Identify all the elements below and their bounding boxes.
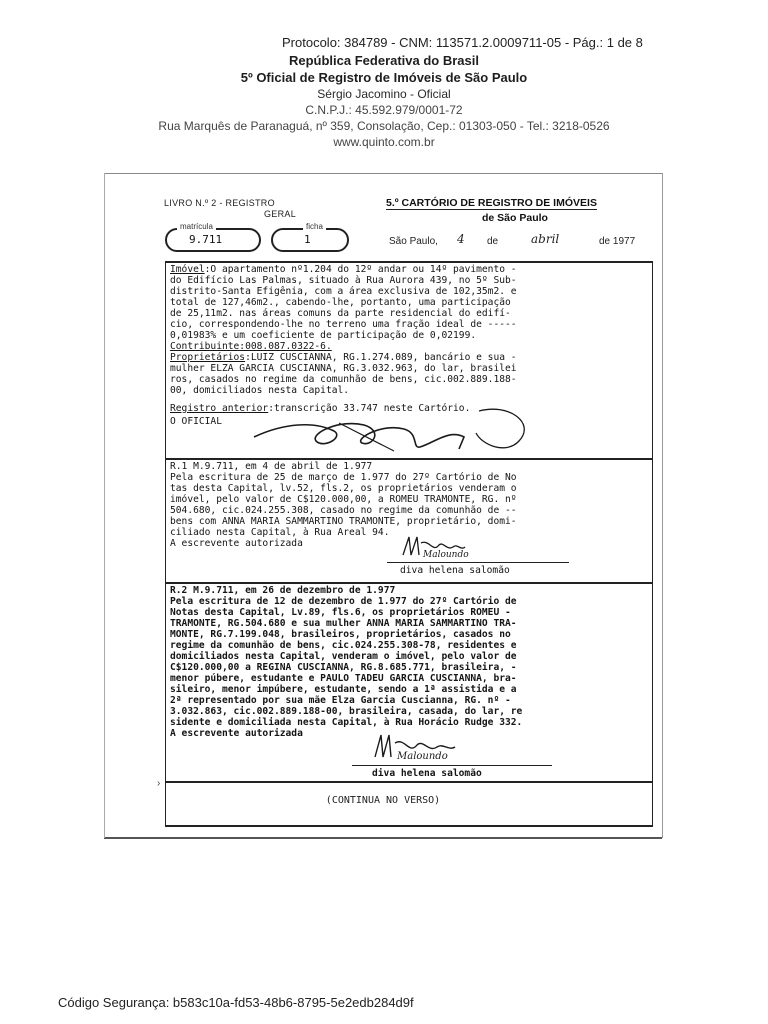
security-code: Código Segurança: b583c10a-fd53-48b6-8795-5e2edb284d9f <box>58 995 414 1010</box>
imovel-text-2: distrito-Santa Efigênia, com a área exclusiva de 102,35m2. e <box>170 286 517 297</box>
imovel-text-1: do Edifício Las Palmas, situado à Rua Aurora 439, no 5º Sub- <box>170 275 517 286</box>
r2-text-9: 2ª representado por sua mãe Elza Garcia Cuscianna, RG. nº - <box>170 695 511 706</box>
r2-text-0: Pela escritura de 12 de dezembro de 1.977 do 27º Cartório de <box>170 596 517 607</box>
matricula-box <box>165 222 261 252</box>
r1-text-4: bens com ANNA MARIA SAMMARTINO TRAMONTE, proprietário, domi- <box>170 516 517 527</box>
r2-text-2: TRAMONTE, RG.504.680 e sua mulher ANNA MARIA SAMMARTINO TRA- <box>170 618 517 629</box>
imovel-text-6: 0,01983% e um coeficiente de participação de 0,02199. <box>170 330 477 341</box>
rule-after-imovel <box>165 458 653 460</box>
oficial-label: O OFICIAL <box>170 416 222 427</box>
book-label: LIVRO N.º 2 - REGISTRO <box>164 198 275 208</box>
r2-text-10: 3.032.863, cic.002.889.188-00, brasileira, casada, do lar, re <box>170 706 523 717</box>
date-city: São Paulo, <box>389 236 438 247</box>
continua-no-verso: (CONTINUA NO VERSO) <box>325 795 441 806</box>
date-de: de <box>487 236 499 247</box>
proprietarios-text-0: :LUIZ CUSCIANNA, RG.1.274.089, bancário e sua - <box>245 352 517 363</box>
r1-text-1: tas desta Capital, lv.52, fls.2, os proprietários venderam o <box>170 483 517 494</box>
address-line: Rua Marquês de Paranaguá, nº 359, Consolação, Cep.: 01303-050 - Tel.: 3218-0526 <box>158 119 610 133</box>
cnpj-line: C.N.P.J.: 45.592.979/0001-72 <box>305 103 463 117</box>
matricula-label: matrícula <box>177 222 216 231</box>
r1-heading: R.1 M.9.711, em 4 de abril de 1.977 <box>170 461 373 472</box>
registry-sheet <box>104 173 662 838</box>
r2-signature-line <box>352 765 552 766</box>
sheet-top-edge <box>104 173 662 174</box>
imovel-line <box>170 264 517 275</box>
r2-signature <box>369 731 459 763</box>
r2-escrevente: A escrevente autorizada <box>170 728 303 739</box>
r2-heading: R.2 M.9.711, em 26 de dezembro de 1.977 <box>170 585 396 596</box>
date-month: abril <box>531 232 560 246</box>
imovel-text-0: :O apartamento nº1.204 do 12º andar ou 14º pavimento - <box>204 264 517 275</box>
r2-signer-name: diva helena salomão <box>372 768 482 779</box>
rule-bottom <box>165 825 653 827</box>
contribuinte: Contribuinte:008.087.0322-6. <box>170 341 332 352</box>
oficial-signature <box>244 403 544 458</box>
officer-name: Sérgio Jacomino - Oficial <box>317 87 451 101</box>
proprietarios-text-1: mulher ELZA GARCIA CUSCIANNA, RG.3.032.963, do lar, brasilei <box>170 363 517 374</box>
r1-signature <box>399 533 469 561</box>
website-link[interactable]: www.quinto.com.br <box>333 135 435 149</box>
office-title: 5º Oficial de Registro de Imóveis de São Paulo <box>240 70 528 85</box>
rule-top <box>165 261 653 263</box>
proprietarios-text-3: 00, domiciliados nesta Capital. <box>170 385 350 396</box>
proprietarios-text-2: ros, casados no regime da comunhão de bens, cic.002.889.188- <box>170 374 517 385</box>
proprietarios-label: Proprietários <box>170 352 246 363</box>
cartorio-city: de São Paulo <box>482 212 548 224</box>
ficha-value: 1 <box>304 233 311 246</box>
r2-text-1: Notas desta Capital, Lv.89, fls.6, os proprietários ROMEU - <box>170 607 511 618</box>
r1-text-0: Pela escritura de 25 de março de 1.977 do 27º Cartório de No <box>170 472 517 483</box>
r1-signature-line <box>387 562 569 563</box>
imovel-label: Imóvel <box>170 264 205 275</box>
r2-text-7: menor púbere, estudante e PAULO TADEU GARCIA CUSCIANNA, bra- <box>170 673 517 684</box>
imovel-text-4: de 25,11m2. nas áreas comuns da parte residencial do edifí- <box>170 308 511 319</box>
sheet-bottom-edge <box>104 837 662 839</box>
rule-after-r1 <box>165 582 653 584</box>
r2-text-6: C$120.000,00 a REGINA CUSCIANNA, RG.8.685.771, brasileira, - <box>170 662 517 673</box>
r1-text-2: imóvel, pelo valor de C$120.000,00, a ROMEU TRAMONTE, RG. nº <box>170 494 517 505</box>
r1-text-3: 504.680, cic.024.255.308, casado no regime da comunhão de -- <box>170 505 517 516</box>
imovel-text-5: cio, correspondendo-lhe no terreno uma fração ideal de ----- <box>170 319 517 330</box>
matricula-value: 9.711 <box>189 233 223 246</box>
book-label-geral: GERAL <box>264 209 297 219</box>
ficha-label: ficha <box>303 222 326 231</box>
r2-text-5: domiciliados nesta Capital, venderam o imóvel, pelo valor de <box>170 651 517 662</box>
margin-mark: › <box>157 778 161 789</box>
r1-signer-name: diva helena salomão <box>400 565 510 576</box>
r1-text-5: ciliado nesta Capital, à Rua Areal 94. <box>170 527 390 538</box>
cartorio-title: 5.º CARTÓRIO DE REGISTRO DE IMÓVEIS <box>386 197 597 209</box>
r2-signature-text: Maloundo <box>397 751 448 762</box>
date-year: de 1977 <box>599 236 636 247</box>
sheet-left-edge <box>104 173 105 838</box>
date-day: 4 <box>457 232 465 246</box>
imovel-text-3: total de 127,46m2., cabendo-lhe, portanto, uma participação <box>170 297 511 308</box>
r2-text-11: sidente e domiciliada nesta Capital, à Rua Horácio Rudge 332. <box>170 717 523 728</box>
r1-signature-text: Maloundo <box>423 550 469 560</box>
registro-anterior-label: Registro anterior <box>170 403 269 414</box>
r2-text-3: MONTE, RG.7.199.048, brasileiros, proprietários, casados no <box>170 629 511 640</box>
sheet-right-edge <box>662 173 663 838</box>
r1-escrevente: A escrevente autorizada <box>170 538 303 549</box>
rule-after-r2 <box>165 781 653 783</box>
republic-title: República Federativa do Brasil <box>288 53 479 68</box>
protocol-line: Protocolo: 384789 - CNM: 113571.2.0009711-05 - Pág.: 1 de 8 <box>282 35 643 50</box>
registro-anterior-text: :transcrição 33.747 neste Cartório. <box>268 403 471 414</box>
ficha-box <box>271 222 349 252</box>
proprietarios-line <box>170 352 517 363</box>
r2-text-4: regime da comunhão de bens, cic.024.255.308-78, residentes e <box>170 640 517 651</box>
r2-text-8: sileiro, menor impúbere, estudante, sendo a 1ª assistida e a <box>170 684 517 695</box>
